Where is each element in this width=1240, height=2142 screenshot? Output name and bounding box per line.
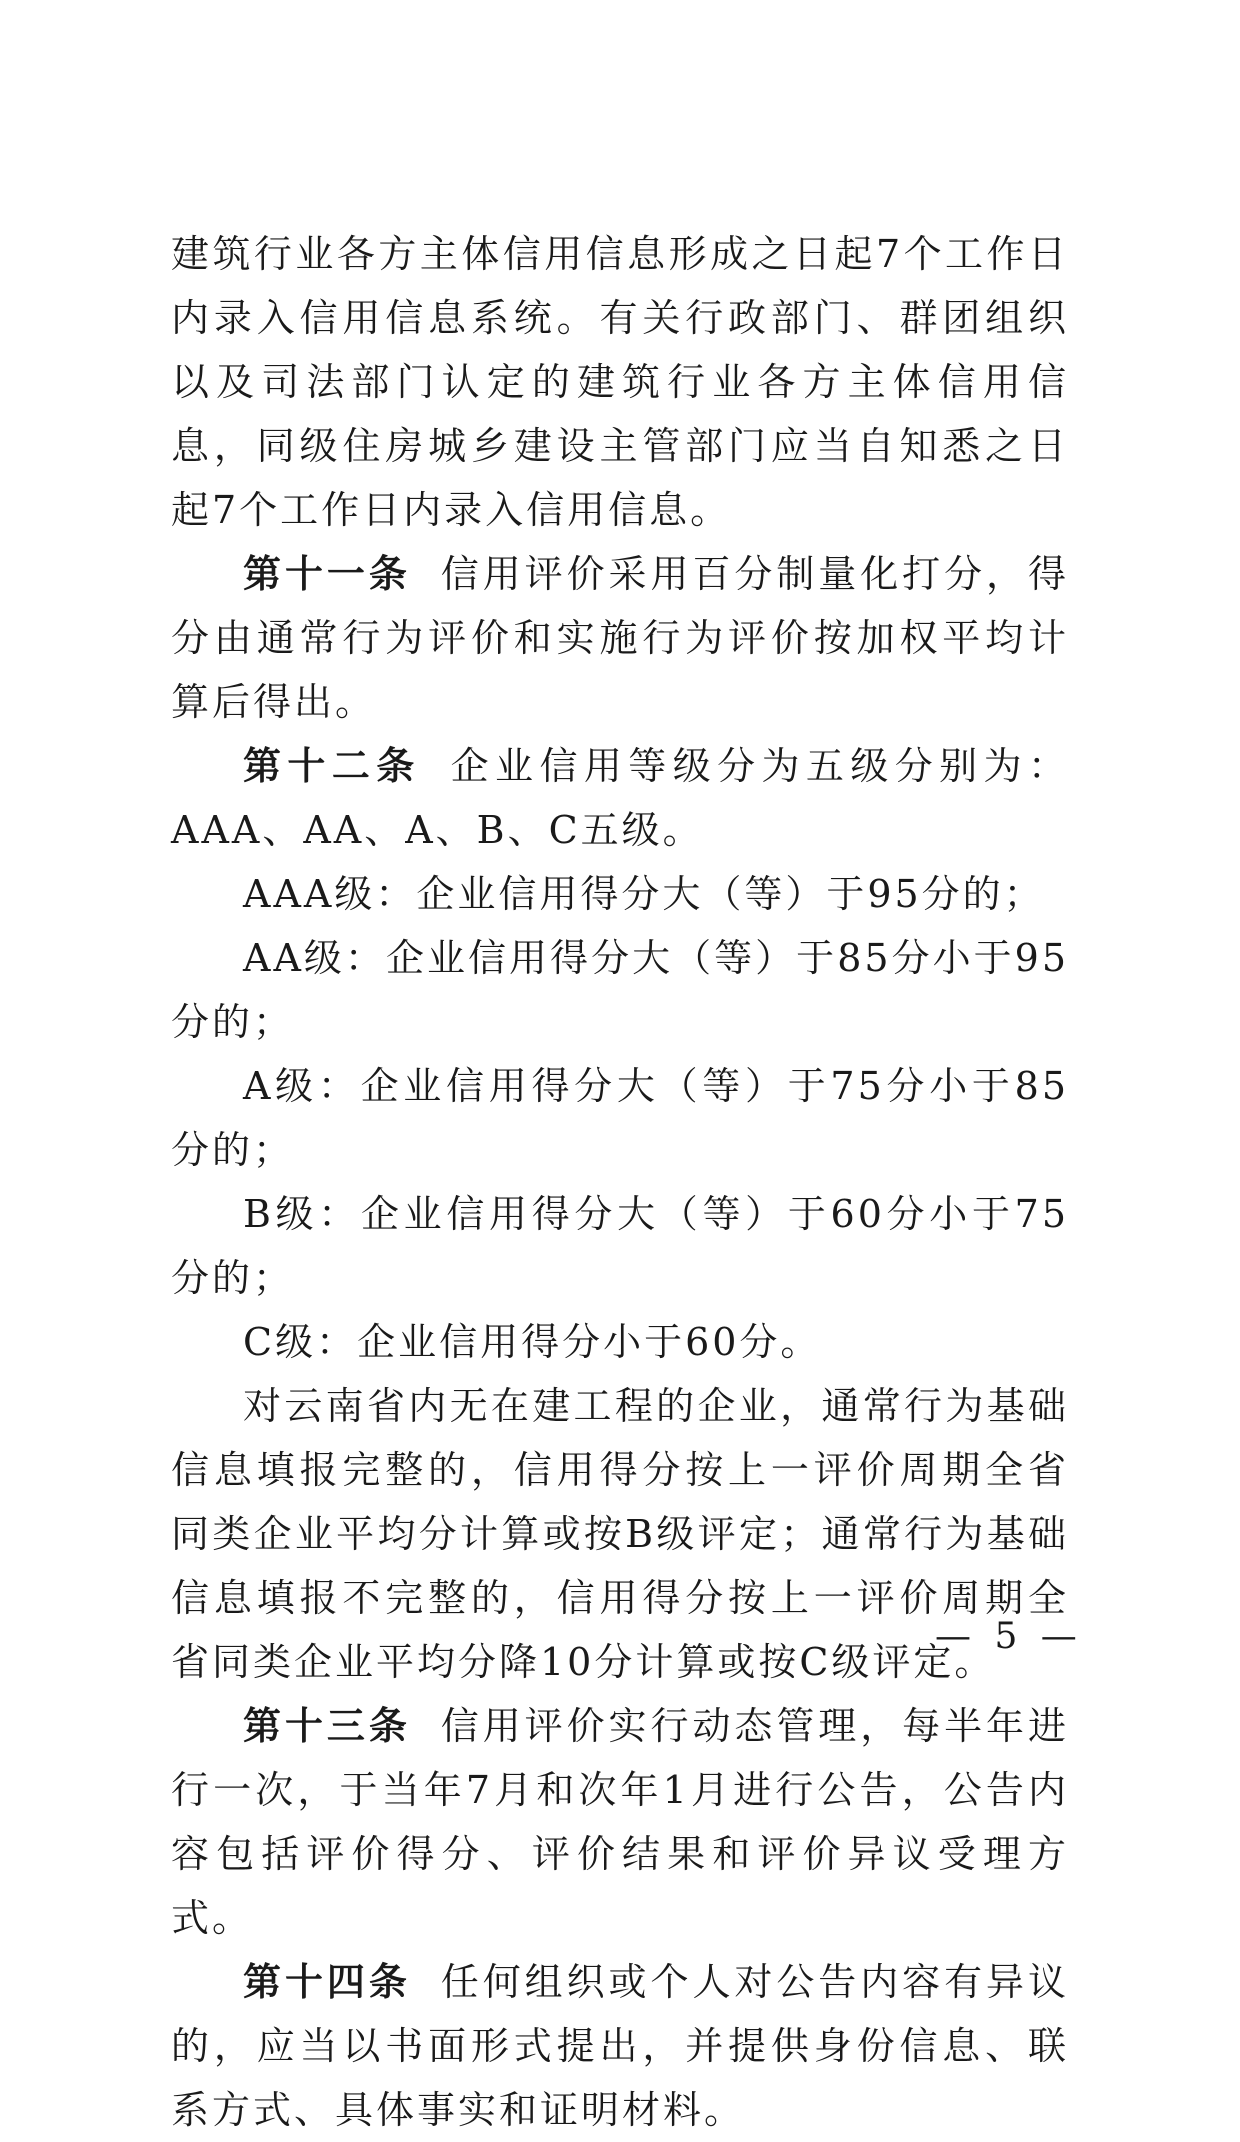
grade-c <box>171 1310 1069 1374</box>
grade-aa <box>171 926 1069 1054</box>
paragraph-text: 信用评价采用百分制量化打分，得分由通常行为评价和实施行为评价按加权平均计算后得出。 <box>171 552 1069 724</box>
document-body <box>171 222 1069 2142</box>
article-number: 第十三条 <box>243 1703 411 1748</box>
article-number: 第十一条 <box>243 551 411 596</box>
paragraph-text: A级：企业信用得分大（等）于75分小于85分的； <box>171 1064 1069 1172</box>
paragraph-text: C级：企业信用得分小于60分。 <box>243 1320 822 1364</box>
paragraph-text: AAA级：企业信用得分大（等）于95分的； <box>243 872 1045 916</box>
paragraph-text: 建筑行业各方主体信用信息形成之日起7个工作日内录入信用信息系统。有关行政部门、群团组织以及司法部门认定的建筑行业各方主体信用信息，同级住房城乡建设主管部门应当自知悉之日起7个工作日内录入信用信息。 <box>171 232 1069 532</box>
article-11 <box>171 542 1069 734</box>
paragraph-text: AA级：企业信用得分大（等）于85分小于95分的； <box>171 936 1069 1044</box>
grade-aaa <box>171 862 1069 926</box>
paragraph-continuation <box>171 222 1069 542</box>
paragraph-text: 信用评价实行动态管理，每半年进行一次，于当年7月和次年1月进行公告，公告内容包括评价得分、评价结果和评价异议受理方式。 <box>171 1704 1069 1940</box>
grade-a <box>171 1054 1069 1182</box>
article-number: 第十四条 <box>243 1959 411 2004</box>
grade-b <box>171 1182 1069 1310</box>
article-13 <box>171 1694 1069 1950</box>
paragraph-text: B级：企业信用得分大（等）于60分小于75分的； <box>171 1192 1069 1300</box>
article-number: 第十二条 <box>243 743 421 788</box>
page-number: — 5 — <box>935 1616 1083 1657</box>
article-12 <box>171 734 1069 862</box>
paragraph-text: 对云南省内无在建工程的企业，通常行为基础信息填报完整的，信用得分按上一评价周期全省同类企业平均分计算或按B级评定；通常行为基础信息填报不完整的，信用得分按上一评价周期全省同类企业平均分降10分计算或按C级评定。 <box>171 1384 1069 1684</box>
paragraph-text: 任何组织或个人对公告内容有异议的，应当以书面形式提出，并提供身份信息、联系方式、具体事实和证明材料。 <box>171 1960 1069 2132</box>
article-14 <box>171 1950 1069 2142</box>
paragraph-text: 企业信用等级分为五级分别为：AAA、AA、A、B、C五级。 <box>171 744 1069 852</box>
